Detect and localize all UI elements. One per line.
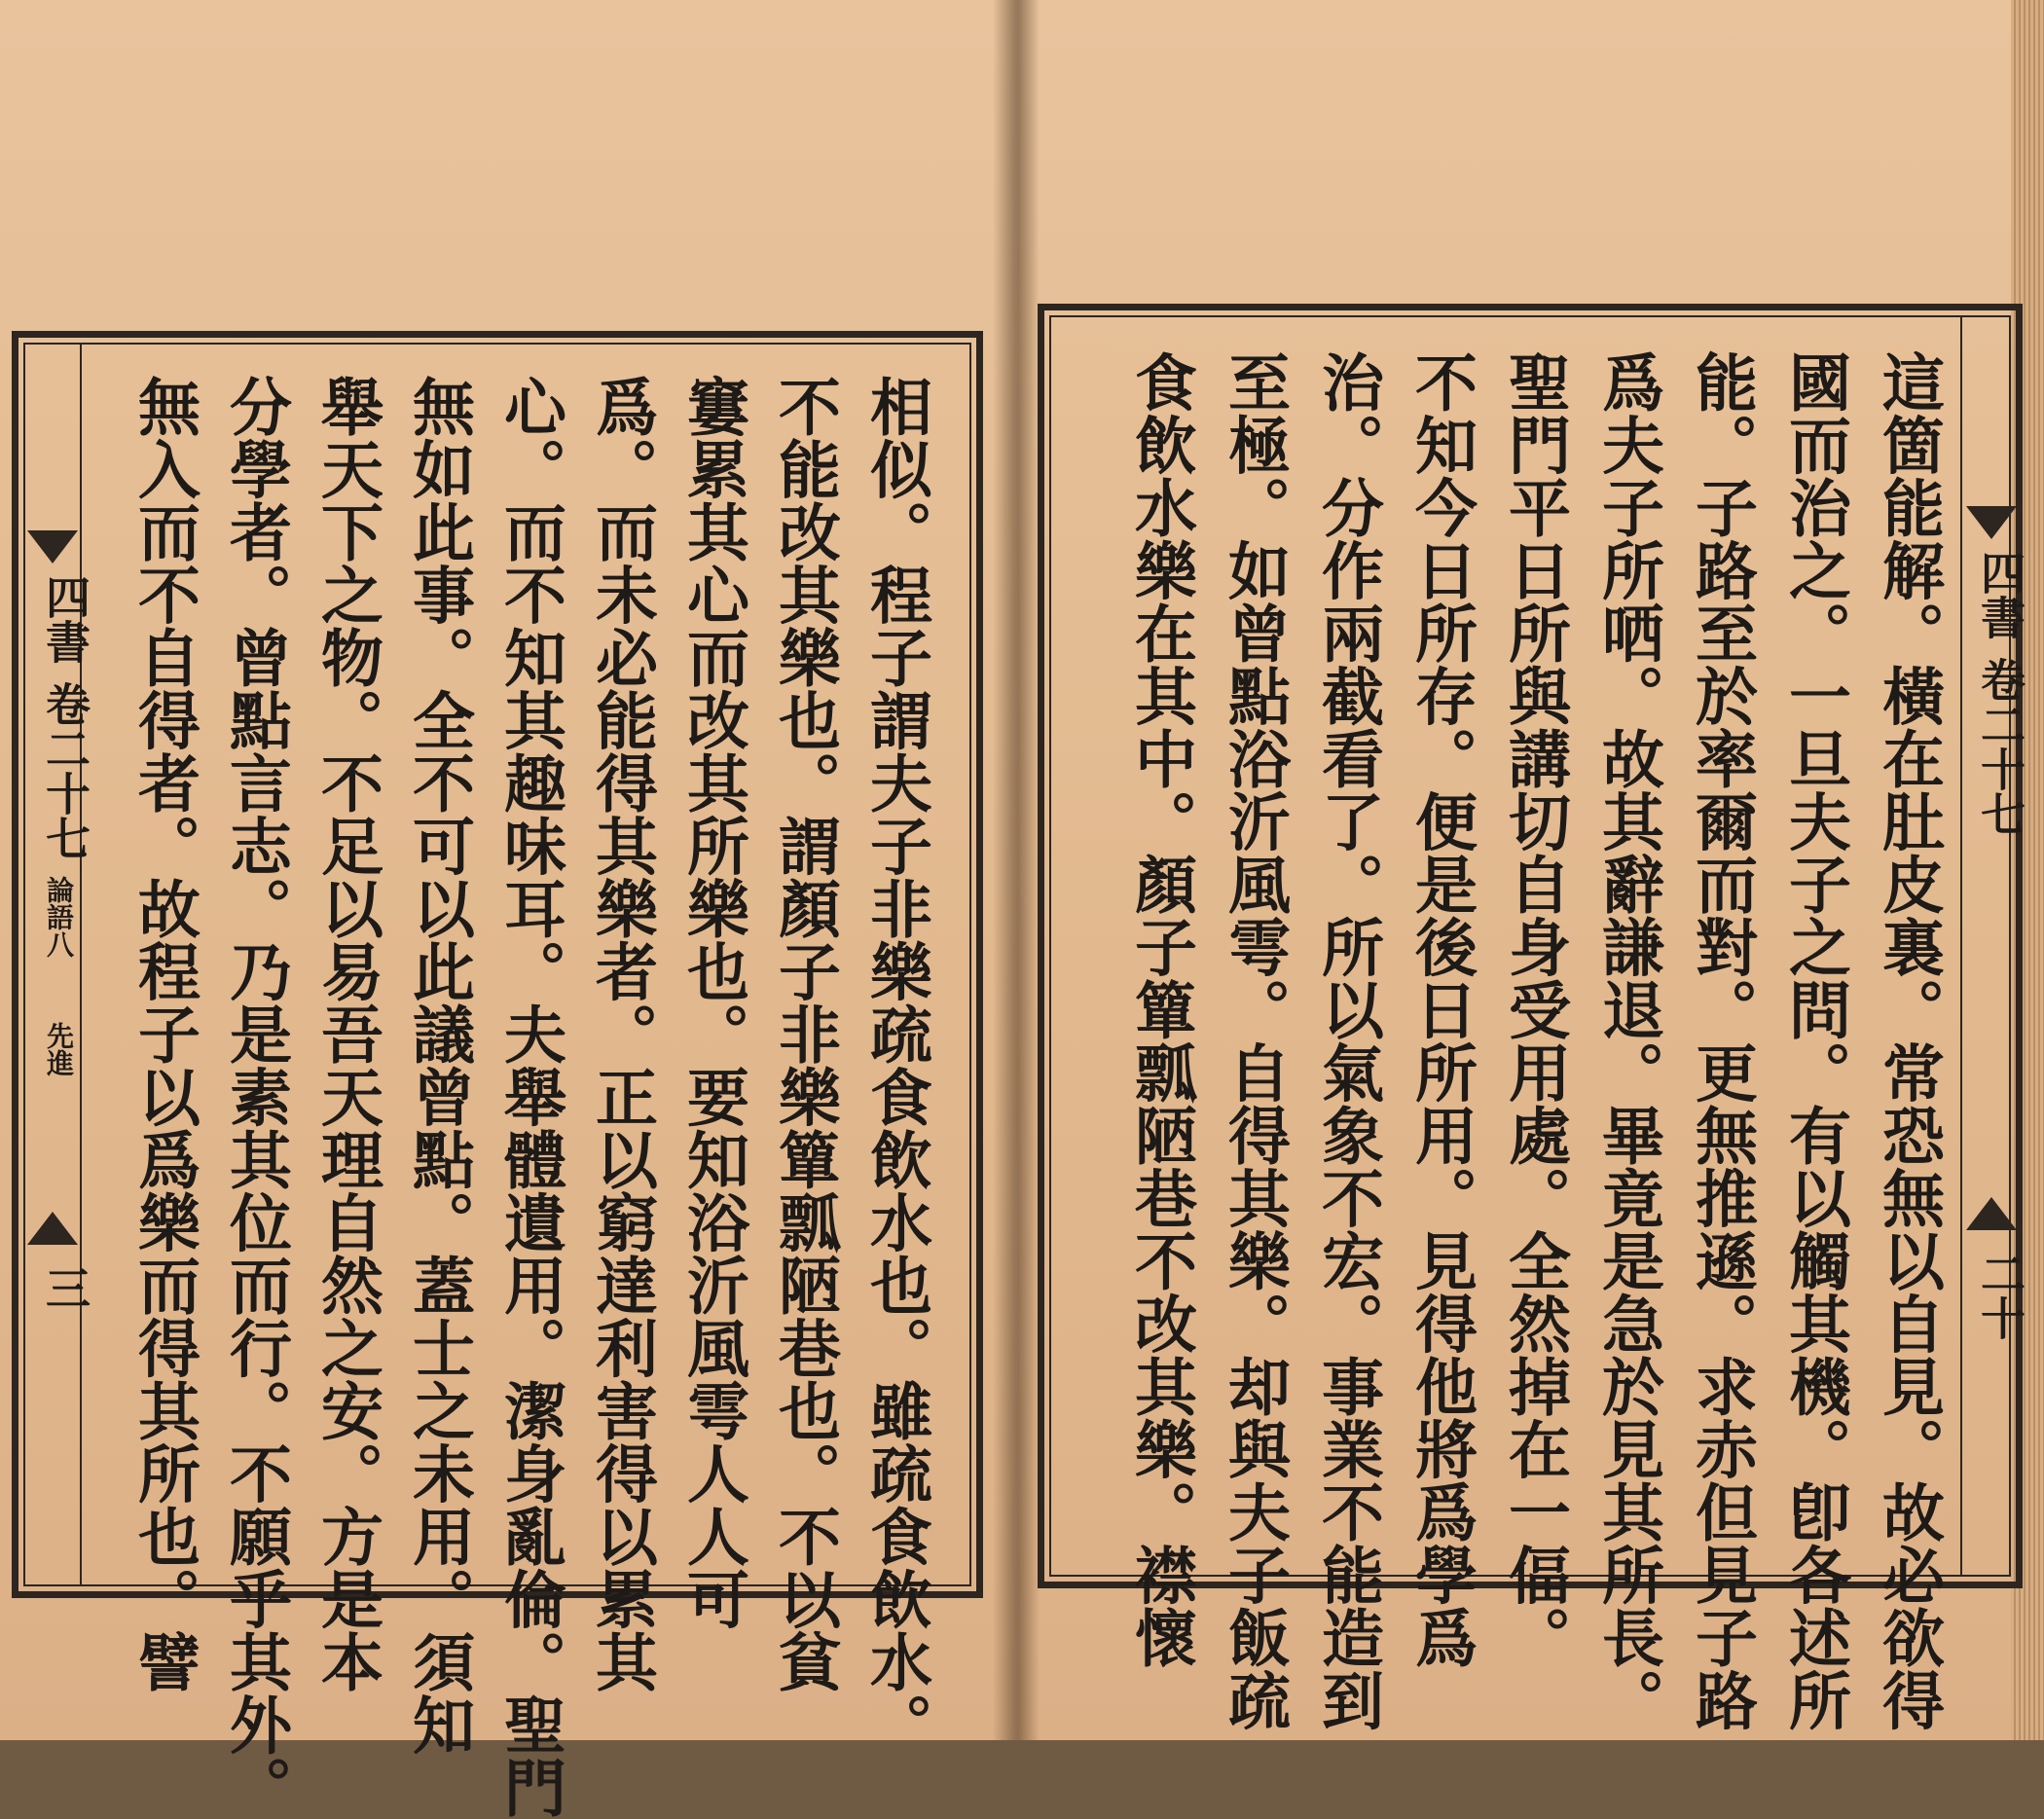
right-margin-title: 四書 (1974, 550, 2026, 639)
right-fishtail-bottom (1966, 1197, 2017, 1230)
left-text-column-8: 分學者。曾點言志。乃是素其位而行。不願乎其外。 (219, 375, 292, 1819)
left-text-column-5: 心。而不知其趣味耳。夫舉體遺用。潔身亂倫。聖門 (493, 375, 566, 1819)
right-margin-page-number: 二十 (1974, 1251, 2026, 1340)
left-text-column-3: 窶累其心而改其所樂也。要知浴沂風雩人人可 (676, 375, 749, 1630)
left-text-column-1: 相似。程子謂夫子非樂疏食飲水也。雖疏食飲水。 (859, 375, 932, 1756)
left-margin-rule (80, 343, 82, 1586)
left-text-column-2: 不能改其樂也。謂顏子非樂簞瓢陋巷也。不以貧 (768, 375, 841, 1693)
right-margin-book: 卷二十七 (1974, 657, 2026, 836)
left-text-column-7: 舉天下之物。不足以易吾天理自然之安。方是本 (310, 375, 383, 1693)
right-margin-rule (1960, 315, 1962, 1577)
book-gutter (993, 0, 1040, 1740)
left-fishtail-bottom (27, 1212, 78, 1245)
left-margin-chapter: 先進 (43, 1022, 75, 1076)
left-fishtail-top (27, 530, 78, 564)
right-text-column-7: 治。分作兩截看了。所以氣象不宏。事業不能造到 (1311, 350, 1384, 1731)
left-margin-page-number: 三 (39, 1265, 91, 1310)
right-text-column-9: 食飲水樂在其中。顏子簞瓢陋巷不改其樂。襟懷 (1124, 350, 1197, 1669)
right-text-column-2: 國而治之。一旦夫子之問。有以觸其機。卽各述所 (1778, 350, 1851, 1731)
left-text-column-4: 爲。而未必能得其樂者。正以窮達利害得以累其 (585, 375, 658, 1693)
right-fishtail-top (1966, 506, 2017, 539)
right-text-column-5: 聖門平日所與講切自身受用處。全然掉在一偪。 (1498, 350, 1571, 1669)
right-text-column-6: 不知今日所存。便是後日所用。見得他將爲學爲 (1405, 350, 1478, 1669)
left-margin-title: 四書 (39, 574, 91, 664)
right-text-column-1: 這箇能解。橫在肚皮裏。常恐無以自見。故必欲得 (1872, 350, 1945, 1731)
right-text-column-4: 爲夫子所哂。故其辭謙退。畢竟是急於見其所長。 (1591, 350, 1664, 1731)
left-margin-book: 卷二十七 (39, 681, 91, 860)
left-text-column-6: 無如此事。全不可以此議曾點。蓋士之未用。須知 (402, 375, 475, 1756)
right-text-column-3: 能。子路至於率爾而對。更無推遜。求赤但見子路 (1685, 350, 1758, 1731)
left-text-column-9: 無入而不自得者。故程子以爲樂而得其所也。譬 (128, 375, 201, 1693)
right-text-column-8: 至極。如曾點浴沂風雩。自得其樂。却與夫子飯疏 (1218, 350, 1291, 1731)
left-margin-section: 論語八 (43, 876, 75, 958)
